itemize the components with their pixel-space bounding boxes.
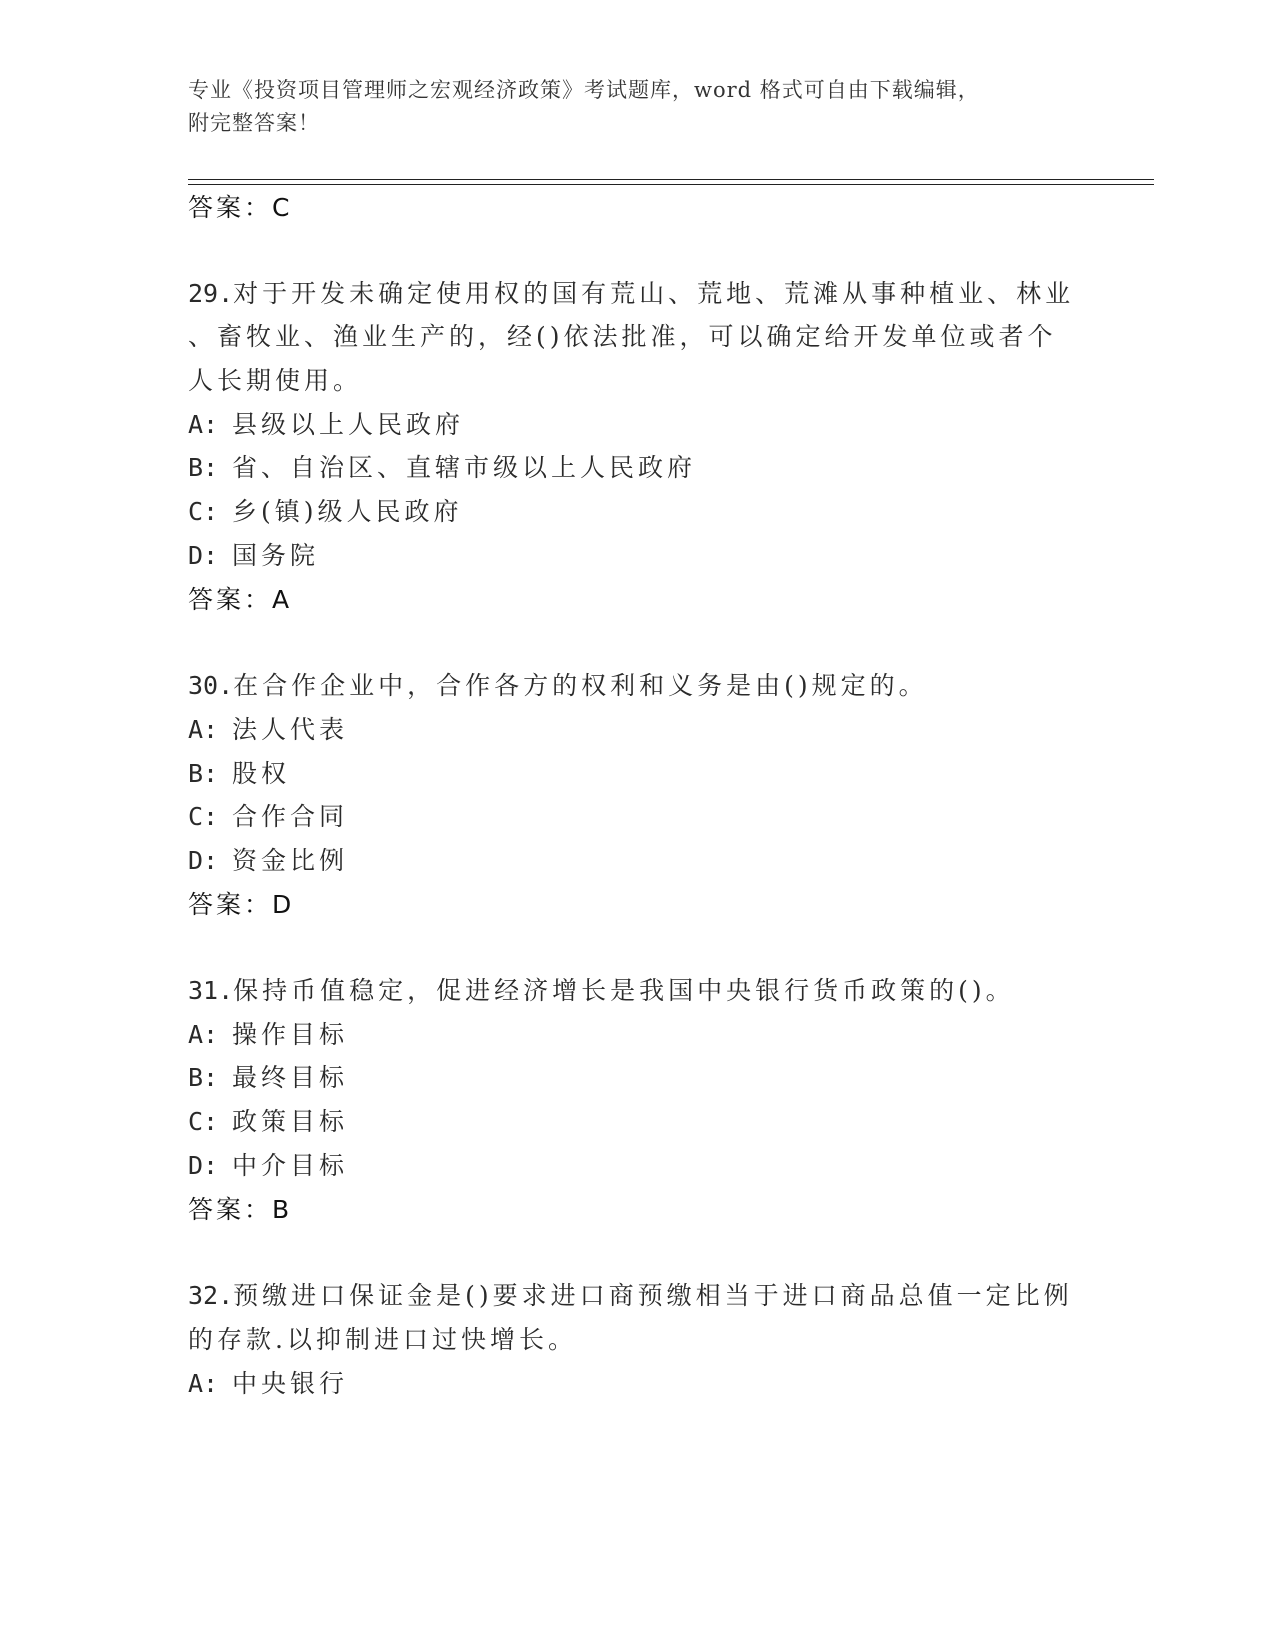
question-29-option-d: D: 国务院 bbox=[188, 541, 320, 570]
question-30-number: 30. bbox=[188, 671, 234, 700]
header-line-1: 专业《投资项目管理师之宏观经济政策》考试题库，word 格式可自由下载编辑， bbox=[188, 78, 980, 102]
question-31-option-c: C: 政策目标 bbox=[188, 1107, 349, 1136]
question-31-answer: 答案：B bbox=[188, 1195, 293, 1224]
question-29-line-1: 29.对于开发未确定使用权的国有荒山、荒地、荒滩从事种植业、林业 bbox=[188, 279, 1075, 308]
question-29-number: 29. bbox=[188, 279, 234, 308]
previous-answer: 答案：C bbox=[188, 193, 293, 222]
question-32-line-2: 的存款.以抑制进口过快增长。 bbox=[188, 1325, 577, 1354]
question-31-line-1: 31.保持币值稳定，促进经济增长是我国中央银行货币政策的()。 bbox=[188, 976, 1015, 1005]
question-30-option-c: C: 合作合同 bbox=[188, 802, 349, 831]
question-31-option-a: A: 操作目标 bbox=[188, 1020, 349, 1049]
question-30-answer: 答案：D bbox=[188, 890, 295, 919]
header-divider-bottom bbox=[188, 184, 1154, 185]
question-29-option-c: C: 乡(镇)级人民政府 bbox=[188, 497, 463, 526]
question-32-line-1: 32.预缴进口保证金是()要求进口商预缴相当于进口商品总值一定比例 bbox=[188, 1281, 1073, 1310]
question-29-line-2: 、畜牧业、渔业生产的，经()依法批准，可以确定给开发单位或者个 bbox=[188, 322, 1057, 351]
question-29-answer: 答案：A bbox=[188, 585, 293, 614]
question-29-option-a: A: 县级以上人民政府 bbox=[188, 410, 465, 439]
question-32-number: 32. bbox=[188, 1281, 234, 1310]
question-30-option-b: B: 股权 bbox=[188, 759, 291, 788]
question-31-option-d: D: 中介目标 bbox=[188, 1151, 349, 1180]
question-31-number: 31. bbox=[188, 976, 234, 1005]
header-divider-top bbox=[188, 179, 1154, 180]
question-30-option-d: D: 资金比例 bbox=[188, 846, 349, 875]
question-30-option-a: A: 法人代表 bbox=[188, 715, 349, 744]
question-29-line-3: 人长期使用。 bbox=[188, 366, 363, 395]
question-31-option-b: B: 最终目标 bbox=[188, 1063, 349, 1092]
header-line-2: 附完整答案！ bbox=[188, 111, 320, 135]
document-header bbox=[188, 74, 1088, 140]
question-32-option-a: A: 中央银行 bbox=[188, 1369, 349, 1398]
question-29-option-b: B: 省、自治区、直辖市级以上人民政府 bbox=[188, 453, 697, 482]
question-30-line-1: 30.在合作企业中，合作各方的权利和义务是由()规定的。 bbox=[188, 671, 928, 700]
